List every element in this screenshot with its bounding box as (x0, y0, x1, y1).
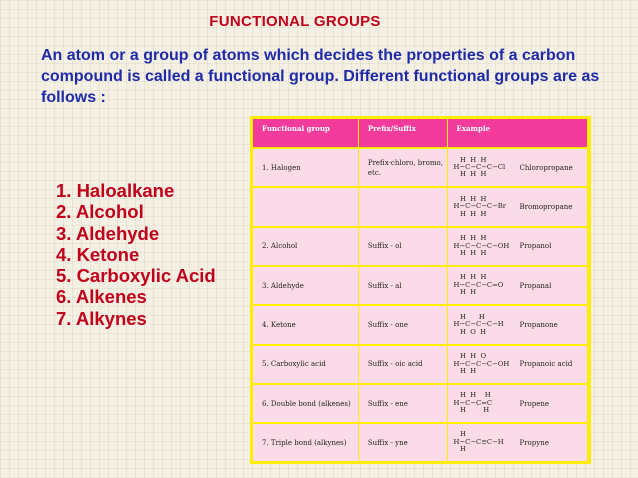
cell-example (447, 148, 588, 187)
compound-name: Propanoic acid (519, 360, 573, 369)
compound-name: Propanone (519, 320, 558, 329)
cell-group: 4. Ketone (253, 305, 358, 344)
cell-example (447, 423, 588, 461)
table-row (253, 148, 588, 187)
list-item: 5. Carboxylic Acid (56, 265, 216, 287)
table-row (253, 187, 588, 226)
cell-group: 2. Alcohol (253, 227, 358, 266)
table-header-row (253, 119, 588, 148)
structural-formula: H H H H−C−C−C−Cl H H H (453, 155, 506, 179)
list-item: 1. Haloalkane (56, 180, 175, 201)
cell-affix: Suffix - oic acid (358, 345, 447, 384)
cell-affix: Prefix-chloro, bromo, etc. (358, 148, 447, 187)
structural-formula: H H−C−C≡C−H H (453, 430, 504, 454)
table-row (253, 423, 588, 461)
table-row (253, 266, 588, 305)
list-item: 3. Aldehyde (56, 222, 160, 244)
cell-example (447, 187, 588, 226)
structural-formula: H H H H−C−C−C−OH H H H (453, 234, 510, 257)
table-row (253, 227, 588, 266)
cell-affix: Suffix - yne (358, 423, 447, 461)
functional-groups-list (56, 180, 216, 329)
header-prefix-suffix: Prefix/Suffix (358, 119, 447, 148)
cell-example (447, 227, 588, 266)
compound-name: Propanal (519, 281, 552, 290)
cell-affix: Suffix - al (358, 266, 447, 305)
cell-group (253, 187, 358, 226)
compound-name: Bromopropane (519, 202, 573, 211)
table-row (253, 305, 588, 344)
cell-affix: Suffix - one (358, 305, 447, 344)
cell-group: 3. Aldehyde (253, 266, 358, 305)
table-row (253, 345, 588, 384)
header-example: Example (447, 119, 588, 148)
compound-name: Propyne (519, 438, 549, 447)
functional-groups-table (253, 119, 588, 461)
structural-formula: H H H H−C−C=C H H (453, 391, 493, 415)
functional-groups-table-frame (250, 116, 591, 464)
list-item: 4. Ketone (56, 243, 140, 265)
cell-example (447, 384, 588, 423)
cell-affix: Suffix - ene (358, 384, 447, 423)
cell-group: 7. Triple bond (alkynes) (253, 423, 358, 461)
compound-name: Propene (519, 399, 550, 408)
structural-formula: H H H−C−C−C−H H O H (453, 312, 504, 336)
cell-example (447, 266, 588, 305)
cell-group: 1. Halogen (253, 148, 358, 187)
list-item: 7. Alkynes (56, 307, 147, 329)
cell-affix (358, 187, 447, 226)
cell-group: 6. Double bond (alkenes) (253, 384, 358, 423)
structural-formula: H H H H−C−C−C=O H H (453, 273, 504, 297)
cell-example (447, 305, 588, 344)
compound-name: Propanol (519, 242, 552, 251)
intro-paragraph: An atom or a group of atoms which decides the properties of a carbon compound is called a functional group. Different functional groups are as follows : (41, 47, 600, 106)
page-title: FUNCTIONAL GROUPS (209, 13, 381, 30)
header-functional-group: Functional group (253, 119, 358, 148)
list-item: 2. Alcohol (56, 201, 144, 223)
table-row (253, 384, 588, 423)
cell-affix: Suffix - ol (358, 227, 447, 266)
cell-example (447, 345, 588, 384)
cell-group: 5. Carboxylic acid (253, 345, 358, 384)
compound-name: Chloropropane (519, 163, 573, 172)
structural-formula: H H O H−C−C−C−OH H H (453, 352, 510, 375)
structural-formula: H H H H−C−C−C−Br H H H (453, 194, 507, 218)
list-item: 6. Alkenes (56, 286, 147, 308)
